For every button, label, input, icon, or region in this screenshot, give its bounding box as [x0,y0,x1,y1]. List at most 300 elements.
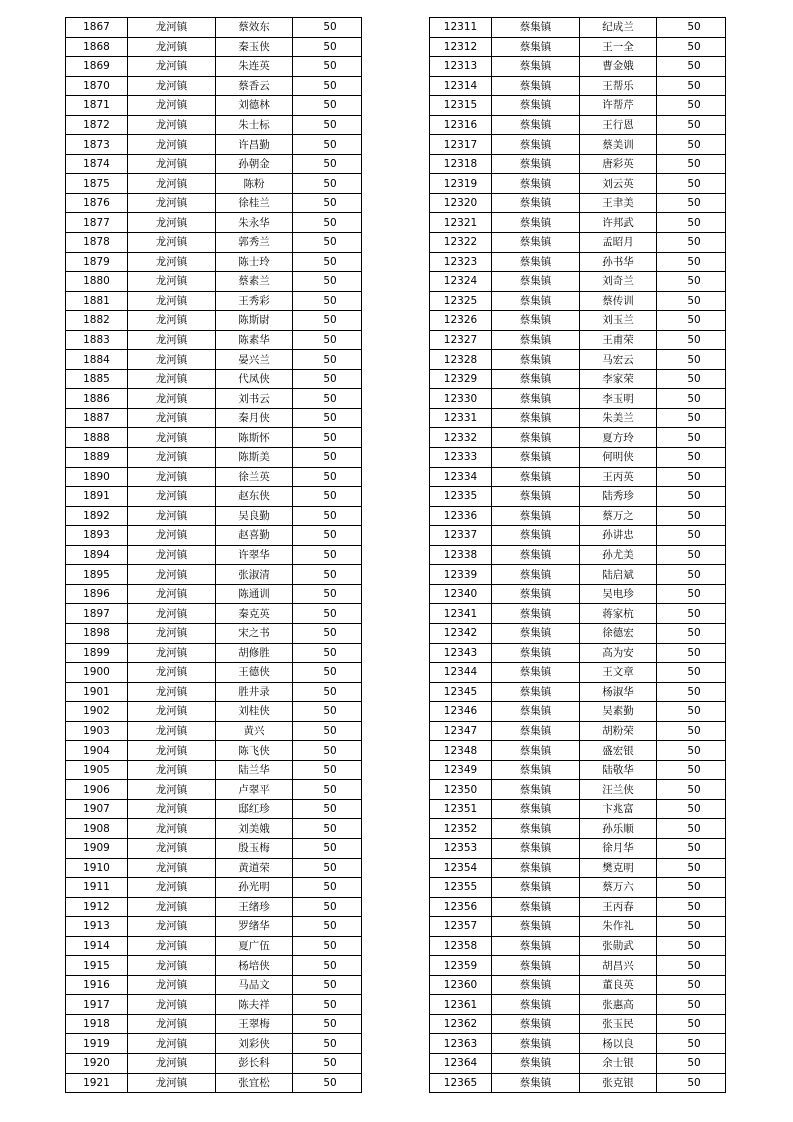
person-name-cell: 纪成兰 [580,18,657,38]
table-row [430,975,726,995]
table-row [430,1073,726,1093]
amount-cell: 50 [657,408,726,428]
amount-cell: 50 [293,780,362,800]
amount-cell: 50 [657,897,726,917]
serial-number-cell: 12360 [430,975,492,995]
table-row [430,291,726,311]
town-cell: 龙河镇 [128,682,216,702]
person-name-cell: 蔡效东 [216,18,293,38]
serial-number-cell: 1899 [66,643,128,663]
serial-number-cell: 1912 [66,897,128,917]
serial-number-cell: 1908 [66,819,128,839]
town-cell: 龙河镇 [128,878,216,898]
town-cell: 蔡集镇 [492,96,580,116]
town-cell: 龙河镇 [128,448,216,468]
person-name-cell: 王聿美 [580,193,657,213]
serial-number-cell: 12318 [430,154,492,174]
town-cell: 龙河镇 [128,799,216,819]
serial-number-cell: 12359 [430,956,492,976]
amount-cell: 50 [657,213,726,233]
town-cell: 蔡集镇 [492,506,580,526]
person-name-cell: 夏广伍 [216,936,293,956]
table-row [430,1034,726,1054]
serial-number-cell: 1903 [66,721,128,741]
serial-number-cell: 12322 [430,233,492,253]
left-roster-body [66,18,362,1093]
amount-cell: 50 [293,135,362,155]
table-row [66,193,362,213]
person-name-cell: 何明侠 [580,448,657,468]
amount-cell: 50 [657,623,726,643]
town-cell: 龙河镇 [128,233,216,253]
person-name-cell: 陆敬华 [580,760,657,780]
table-row [66,174,362,194]
town-cell: 蔡集镇 [492,799,580,819]
table-row [430,1053,726,1073]
person-name-cell: 邸红珍 [216,799,293,819]
amount-cell: 50 [293,917,362,937]
table-row [66,663,362,683]
serial-number-cell: 1889 [66,448,128,468]
person-name-cell: 王行恩 [580,115,657,135]
town-cell: 蔡集镇 [492,154,580,174]
serial-number-cell: 12355 [430,878,492,898]
amount-cell: 50 [657,311,726,331]
amount-cell: 50 [293,174,362,194]
serial-number-cell: 1888 [66,428,128,448]
person-name-cell: 刘桂侠 [216,702,293,722]
serial-number-cell: 1894 [66,545,128,565]
serial-number-cell: 1873 [66,135,128,155]
amount-cell: 50 [293,154,362,174]
town-cell: 蔡集镇 [492,663,580,683]
table-row [66,96,362,116]
person-name-cell: 陈夫祥 [216,995,293,1015]
person-name-cell: 马品文 [216,975,293,995]
serial-number-cell: 1877 [66,213,128,233]
amount-cell: 50 [657,467,726,487]
town-cell: 龙河镇 [128,311,216,331]
table-row [66,1034,362,1054]
amount-cell: 50 [657,1014,726,1034]
person-name-cell: 王帮乐 [580,76,657,96]
serial-number-cell: 1884 [66,350,128,370]
person-name-cell: 胡修胜 [216,643,293,663]
town-cell: 龙河镇 [128,917,216,937]
table-row [430,311,726,331]
serial-number-cell: 1876 [66,193,128,213]
town-cell: 蔡集镇 [492,174,580,194]
table-row [66,995,362,1015]
table-row [66,252,362,272]
serial-number-cell: 12348 [430,741,492,761]
amount-cell: 50 [293,604,362,624]
serial-number-cell: 1869 [66,57,128,77]
serial-number-cell: 12328 [430,350,492,370]
table-row [430,995,726,1015]
serial-number-cell: 1893 [66,526,128,546]
serial-number-cell: 1881 [66,291,128,311]
amount-cell: 50 [293,643,362,663]
serial-number-cell: 1897 [66,604,128,624]
town-cell: 龙河镇 [128,350,216,370]
serial-number-cell: 1867 [66,18,128,38]
amount-cell: 50 [657,741,726,761]
amount-cell: 50 [293,897,362,917]
person-name-cell: 张惠高 [580,995,657,1015]
amount-cell: 50 [293,565,362,585]
town-cell: 蔡集镇 [492,1073,580,1093]
town-cell: 龙河镇 [128,565,216,585]
person-name-cell: 蔡美训 [580,135,657,155]
amount-cell: 50 [657,956,726,976]
amount-cell: 50 [293,330,362,350]
town-cell: 蔡集镇 [492,721,580,741]
serial-number-cell: 12319 [430,174,492,194]
table-row [430,819,726,839]
serial-number-cell: 1872 [66,115,128,135]
amount-cell: 50 [657,18,726,38]
amount-cell: 50 [293,721,362,741]
town-cell: 蔡集镇 [492,350,580,370]
amount-cell: 50 [293,76,362,96]
amount-cell: 50 [293,233,362,253]
serial-number-cell: 1875 [66,174,128,194]
serial-number-cell: 1868 [66,37,128,57]
person-name-cell: 唐彩英 [580,154,657,174]
person-name-cell: 陆启斌 [580,565,657,585]
serial-number-cell: 12363 [430,1034,492,1054]
person-name-cell: 王一全 [580,37,657,57]
serial-number-cell: 12336 [430,506,492,526]
amount-cell: 50 [293,467,362,487]
serial-number-cell: 1905 [66,760,128,780]
table-row [66,291,362,311]
person-name-cell: 秦月侠 [216,408,293,428]
person-name-cell: 刘玉兰 [580,311,657,331]
table-row [66,506,362,526]
serial-number-cell: 1901 [66,682,128,702]
serial-number-cell: 1870 [66,76,128,96]
town-cell: 蔡集镇 [492,369,580,389]
serial-number-cell: 12335 [430,487,492,507]
serial-number-cell: 12316 [430,115,492,135]
amount-cell: 50 [293,1034,362,1054]
town-cell: 蔡集镇 [492,408,580,428]
town-cell: 蔡集镇 [492,604,580,624]
table-row [66,154,362,174]
amount-cell: 50 [293,936,362,956]
amount-cell: 50 [657,760,726,780]
serial-number-cell: 12346 [430,702,492,722]
amount-cell: 50 [293,702,362,722]
person-name-cell: 秦克英 [216,604,293,624]
table-row [66,858,362,878]
person-name-cell: 陈斯尉 [216,311,293,331]
town-cell: 蔡集镇 [492,135,580,155]
amount-cell: 50 [293,663,362,683]
person-name-cell: 刘书云 [216,389,293,409]
amount-cell: 50 [657,995,726,1015]
town-cell: 蔡集镇 [492,193,580,213]
serial-number-cell: 12332 [430,428,492,448]
amount-cell: 50 [293,487,362,507]
table-row [66,115,362,135]
table-row [66,1073,362,1093]
table-row [430,623,726,643]
amount-cell: 50 [293,408,362,428]
town-cell: 蔡集镇 [492,76,580,96]
table-row [66,408,362,428]
amount-cell: 50 [657,1053,726,1073]
amount-cell: 50 [293,995,362,1015]
town-cell: 龙河镇 [128,57,216,77]
serial-number-cell: 12330 [430,389,492,409]
serial-number-cell: 12317 [430,135,492,155]
amount-cell: 50 [657,838,726,858]
serial-number-cell: 12311 [430,18,492,38]
town-cell: 龙河镇 [128,428,216,448]
serial-number-cell: 12320 [430,193,492,213]
person-name-cell: 杨培侠 [216,956,293,976]
person-name-cell: 蔡万六 [580,878,657,898]
person-name-cell: 张勋武 [580,936,657,956]
person-name-cell: 孙讲忠 [580,526,657,546]
amount-cell: 50 [293,57,362,77]
person-name-cell: 殷玉梅 [216,838,293,858]
table-row [430,37,726,57]
table-row [430,350,726,370]
person-name-cell: 朱美兰 [580,408,657,428]
table-row [66,838,362,858]
table-row [430,643,726,663]
person-name-cell: 夏方玲 [580,428,657,448]
town-cell: 龙河镇 [128,995,216,1015]
serial-number-cell: 12331 [430,408,492,428]
town-cell: 蔡集镇 [492,467,580,487]
town-cell: 龙河镇 [128,252,216,272]
amount-cell: 50 [657,917,726,937]
table-row [430,741,726,761]
serial-number-cell: 12341 [430,604,492,624]
table-row [66,213,362,233]
amount-cell: 50 [657,350,726,370]
town-cell: 蔡集镇 [492,1053,580,1073]
serial-number-cell: 1913 [66,917,128,937]
town-cell: 龙河镇 [128,96,216,116]
serial-number-cell: 1886 [66,389,128,409]
town-cell: 蔡集镇 [492,682,580,702]
amount-cell: 50 [293,389,362,409]
town-cell: 蔡集镇 [492,975,580,995]
amount-cell: 50 [657,936,726,956]
town-cell: 龙河镇 [128,135,216,155]
person-name-cell: 黄道荣 [216,858,293,878]
serial-number-cell: 12342 [430,623,492,643]
table-row [66,526,362,546]
amount-cell: 50 [657,799,726,819]
amount-cell: 50 [657,291,726,311]
table-row [430,545,726,565]
amount-cell: 50 [657,682,726,702]
table-row [430,330,726,350]
town-cell: 蔡集镇 [492,565,580,585]
serial-number-cell: 1895 [66,565,128,585]
table-row [66,682,362,702]
table-row [66,428,362,448]
amount-cell: 50 [657,57,726,77]
table-row [66,936,362,956]
amount-cell: 50 [657,487,726,507]
person-name-cell: 樊克明 [580,858,657,878]
town-cell: 龙河镇 [128,936,216,956]
town-cell: 龙河镇 [128,174,216,194]
table-row [66,741,362,761]
table-row [66,917,362,937]
serial-number-cell: 1904 [66,741,128,761]
person-name-cell: 陈素华 [216,330,293,350]
serial-number-cell: 1918 [66,1014,128,1034]
town-cell: 龙河镇 [128,1053,216,1073]
person-name-cell: 胡粉荣 [580,721,657,741]
town-cell: 蔡集镇 [492,1014,580,1034]
person-name-cell: 张宜松 [216,1073,293,1093]
serial-number-cell: 12326 [430,311,492,331]
table-row [66,389,362,409]
serial-number-cell: 1902 [66,702,128,722]
table-row [66,57,362,77]
serial-number-cell: 1883 [66,330,128,350]
town-cell: 蔡集镇 [492,1034,580,1054]
town-cell: 蔡集镇 [492,936,580,956]
serial-number-cell: 1917 [66,995,128,1015]
amount-cell: 50 [657,76,726,96]
serial-number-cell: 12358 [430,936,492,956]
serial-number-cell: 12345 [430,682,492,702]
person-name-cell: 王秀彩 [216,291,293,311]
town-cell: 龙河镇 [128,741,216,761]
amount-cell: 50 [657,1073,726,1093]
amount-cell: 50 [293,819,362,839]
amount-cell: 50 [293,115,362,135]
table-row [66,565,362,585]
serial-number-cell: 12314 [430,76,492,96]
amount-cell: 50 [657,174,726,194]
amount-cell: 50 [293,545,362,565]
town-cell: 龙河镇 [128,604,216,624]
table-row [430,956,726,976]
serial-number-cell: 1920 [66,1053,128,1073]
serial-number-cell: 12334 [430,467,492,487]
person-name-cell: 曹金娥 [580,57,657,77]
person-name-cell: 徐月华 [580,838,657,858]
serial-number-cell: 12347 [430,721,492,741]
table-row [66,780,362,800]
table-row [430,272,726,292]
table-row [66,799,362,819]
table-row [430,936,726,956]
person-name-cell: 孙光明 [216,878,293,898]
table-row [66,702,362,722]
person-name-cell: 刘云英 [580,174,657,194]
town-cell: 蔡集镇 [492,897,580,917]
serial-number-cell: 1879 [66,252,128,272]
table-row [430,838,726,858]
town-cell: 蔡集镇 [492,878,580,898]
town-cell: 龙河镇 [128,545,216,565]
table-row [430,115,726,135]
serial-number-cell: 12321 [430,213,492,233]
serial-number-cell: 12343 [430,643,492,663]
amount-cell: 50 [293,18,362,38]
town-cell: 龙河镇 [128,956,216,976]
left-roster-table [65,17,362,1093]
serial-number-cell: 12327 [430,330,492,350]
town-cell: 龙河镇 [128,487,216,507]
amount-cell: 50 [293,311,362,331]
serial-number-cell: 12352 [430,819,492,839]
serial-number-cell: 12364 [430,1053,492,1073]
town-cell: 龙河镇 [128,663,216,683]
person-name-cell: 许翠华 [216,545,293,565]
person-name-cell: 胜井录 [216,682,293,702]
table-row [430,448,726,468]
town-cell: 龙河镇 [128,389,216,409]
person-name-cell: 朱士标 [216,115,293,135]
person-name-cell: 徐兰英 [216,467,293,487]
amount-cell: 50 [293,1073,362,1093]
town-cell: 龙河镇 [128,369,216,389]
table-row [66,956,362,976]
person-name-cell: 罗绪华 [216,917,293,937]
amount-cell: 50 [293,584,362,604]
person-name-cell: 王丙春 [580,897,657,917]
amount-cell: 50 [293,526,362,546]
person-name-cell: 朱永华 [216,213,293,233]
serial-number-cell: 1887 [66,408,128,428]
town-cell: 龙河镇 [128,1014,216,1034]
table-row [430,506,726,526]
serial-number-cell: 1921 [66,1073,128,1093]
serial-number-cell: 1900 [66,663,128,683]
person-name-cell: 蔡万之 [580,506,657,526]
table-row [66,37,362,57]
person-name-cell: 吴素勤 [580,702,657,722]
person-name-cell: 陆秀珍 [580,487,657,507]
table-row [430,584,726,604]
serial-number-cell: 12361 [430,995,492,1015]
serial-number-cell: 1892 [66,506,128,526]
table-row [430,18,726,38]
amount-cell: 50 [657,193,726,213]
serial-number-cell: 12344 [430,663,492,683]
town-cell: 龙河镇 [128,584,216,604]
person-name-cell: 张淑清 [216,565,293,585]
town-cell: 蔡集镇 [492,702,580,722]
amount-cell: 50 [657,584,726,604]
person-name-cell: 朱连英 [216,57,293,77]
amount-cell: 50 [657,819,726,839]
person-name-cell: 汪兰侠 [580,780,657,800]
town-cell: 龙河镇 [128,408,216,428]
serial-number-cell: 1882 [66,311,128,331]
amount-cell: 50 [657,428,726,448]
town-cell: 龙河镇 [128,467,216,487]
amount-cell: 50 [657,1034,726,1054]
person-name-cell: 李玉明 [580,389,657,409]
serial-number-cell: 1891 [66,487,128,507]
amount-cell: 50 [657,272,726,292]
